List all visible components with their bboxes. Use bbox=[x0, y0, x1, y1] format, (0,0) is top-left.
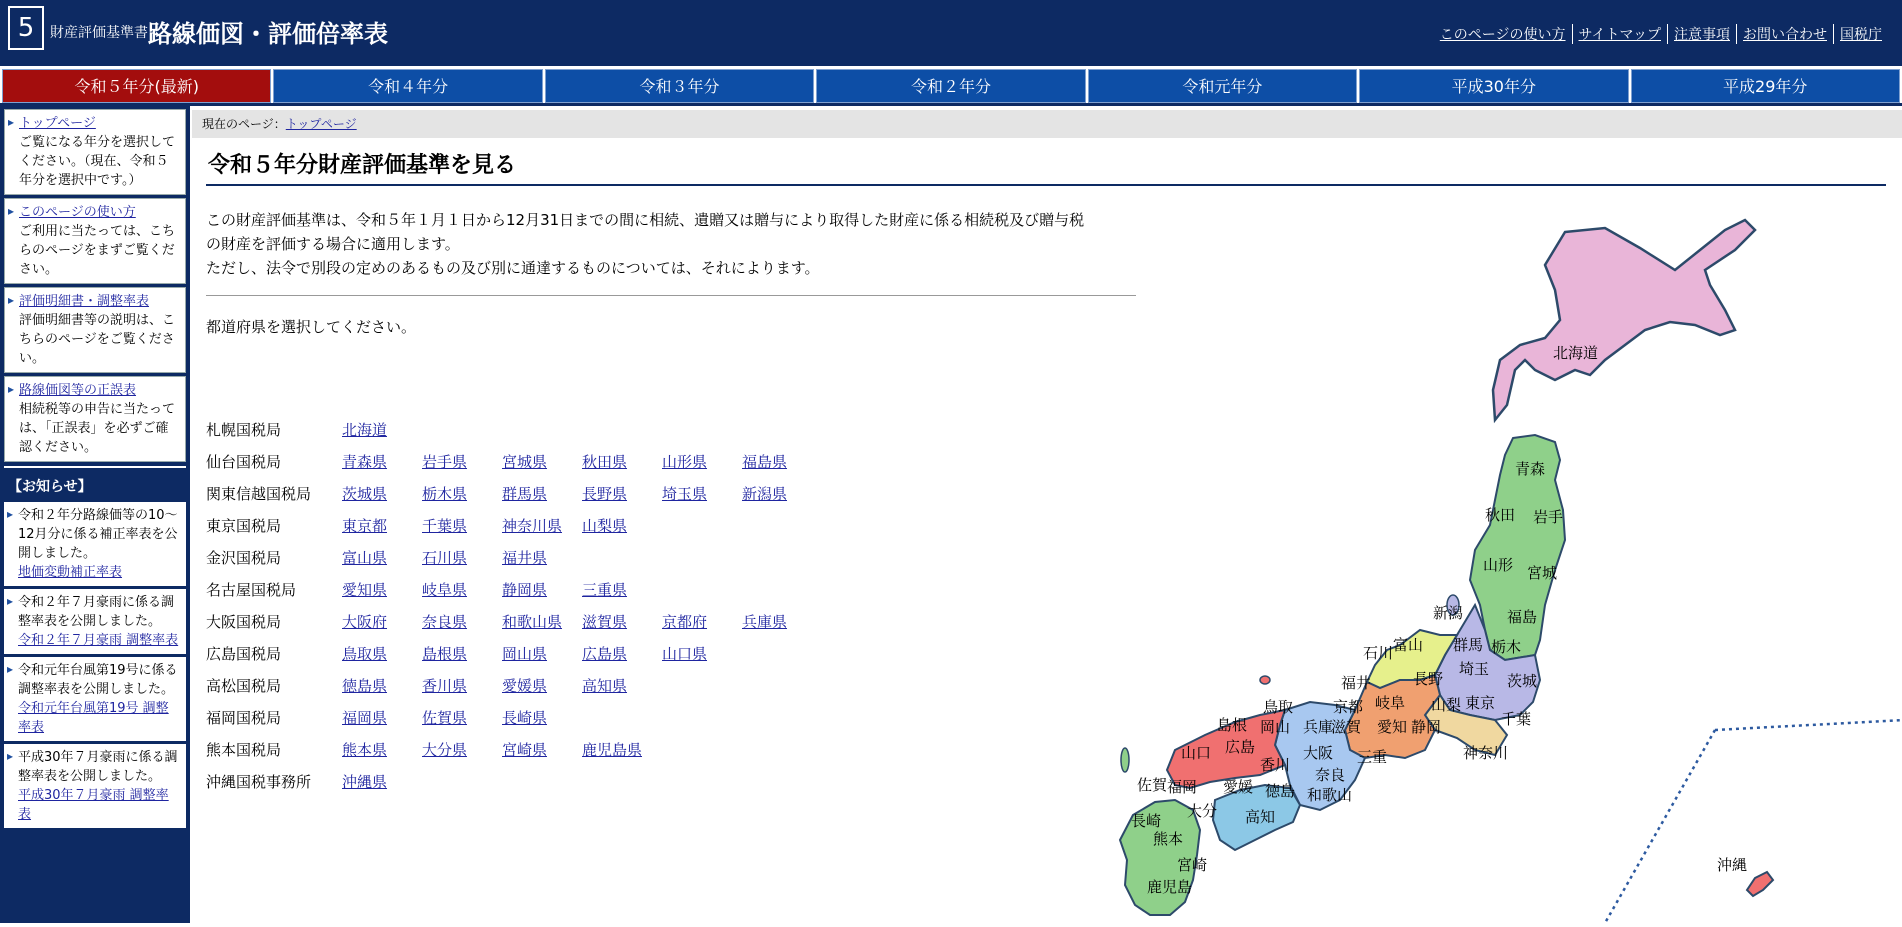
sidebar-link-errata[interactable]: 路線価図等の正誤表 bbox=[19, 383, 137, 398]
prefecture-link[interactable]: 宮城県 bbox=[502, 453, 548, 471]
map-label-osaka[interactable]: 大阪 bbox=[1303, 744, 1334, 762]
prefecture-link[interactable]: 北海道 bbox=[342, 421, 388, 439]
map-label-miyazaki[interactable]: 宮崎 bbox=[1177, 856, 1208, 874]
prefecture-link[interactable]: 神奈川県 bbox=[502, 517, 563, 535]
map-label-saitama[interactable]: 埼玉 bbox=[1459, 660, 1490, 678]
map-label-ibaraki[interactable]: 茨城 bbox=[1507, 672, 1538, 690]
prefecture-link[interactable]: 熊本県 bbox=[342, 741, 388, 759]
prefecture-link[interactable]: 和歌山県 bbox=[502, 613, 563, 631]
bureau-name: 関東信越国税局 bbox=[206, 485, 312, 503]
bureau-row bbox=[206, 738, 822, 770]
intro-line: ただし、法令で別段の定めのあるもの及び別に通達するものについては、それによります。 bbox=[206, 259, 820, 277]
map-label-miyagi[interactable]: 宮城 bbox=[1527, 564, 1558, 582]
prefecture-link[interactable]: 岡山県 bbox=[502, 645, 548, 663]
region-okinawa[interactable] bbox=[1747, 872, 1773, 896]
map-label-iwate[interactable]: 岩手 bbox=[1533, 508, 1564, 526]
map-label-niigata[interactable]: 新潟 bbox=[1433, 604, 1464, 622]
util-link-contact[interactable]: お問い合わせ bbox=[1736, 24, 1833, 44]
bureau-name: 沖縄国税事務所 bbox=[206, 773, 312, 791]
map-label-okayama[interactable]: 岡山 bbox=[1260, 718, 1291, 736]
notice-text: 令和元年台風第19号に係る調整率表を公開しました。 bbox=[18, 663, 178, 697]
tabs-divider bbox=[0, 103, 1902, 106]
bureau-name: 札幌国税局 bbox=[206, 421, 282, 439]
prefecture-link[interactable]: 茨城県 bbox=[342, 485, 388, 503]
island-tsushima bbox=[1121, 748, 1129, 772]
sidebar-desc-howto: ご利用に当たっては、こちらのページをまずご覧ください。 bbox=[19, 224, 176, 277]
tab-r2[interactable]: 令和２年分 bbox=[816, 69, 1085, 103]
bureau-name: 広島国税局 bbox=[206, 645, 282, 663]
prefecture-link[interactable]: 静岡県 bbox=[502, 581, 548, 599]
bureau-name: 名古屋国税局 bbox=[206, 581, 297, 599]
japan-map-svg bbox=[1131, 210, 1895, 923]
map-label-kagawa[interactable]: 香川 bbox=[1260, 756, 1291, 774]
map-label-nara[interactable]: 奈良 bbox=[1315, 766, 1346, 784]
map-label-yamagata[interactable]: 山形 bbox=[1483, 556, 1514, 574]
prefecture-link[interactable]: 京都府 bbox=[662, 613, 708, 631]
intro-line: この財産評価基準は、令和５年１月１日から12月31日までの間に相続、遺贈又は贈与により取得した財産に係る相続税及び贈与税 bbox=[206, 211, 1085, 229]
logo[interactable] bbox=[8, 6, 44, 50]
prefecture-link[interactable]: 岩手県 bbox=[422, 453, 468, 471]
map-label-shizuoka[interactable]: 静岡 bbox=[1411, 718, 1442, 736]
logo-number: 5 bbox=[17, 13, 35, 43]
prefecture-link[interactable]: 奈良県 bbox=[422, 613, 468, 631]
map-label-hokkaido[interactable]: 北海道 bbox=[1553, 344, 1599, 362]
sidebar-box-forms bbox=[4, 287, 186, 373]
map-label-nagasaki[interactable]: 長崎 bbox=[1131, 812, 1162, 830]
sidebar-box-howto bbox=[4, 198, 186, 284]
notice-item bbox=[4, 744, 186, 828]
map-label-tokushima[interactable]: 徳島 bbox=[1265, 782, 1296, 800]
sidebar-link-top[interactable]: トップページ bbox=[19, 116, 96, 131]
bureau-row bbox=[206, 482, 822, 514]
prefecture-link[interactable]: 群馬県 bbox=[502, 485, 548, 503]
notice-text: 令和２年７月豪雨に係る調整率表を公開しました。 bbox=[18, 595, 175, 629]
map-label-hyogo[interactable]: 兵庫 bbox=[1303, 718, 1334, 736]
tab-h29[interactable]: 平成29年分 bbox=[1631, 69, 1900, 103]
notice-item bbox=[4, 657, 186, 741]
prefecture-link[interactable]: 長野県 bbox=[582, 485, 628, 503]
prefecture-link[interactable]: 愛媛県 bbox=[502, 677, 548, 695]
select-prompt: 都道府県を選択してください。 bbox=[206, 318, 417, 336]
map-label-aomori[interactable]: 青森 bbox=[1515, 460, 1546, 478]
map-label-gunma[interactable]: 群馬 bbox=[1453, 636, 1484, 654]
bureau-name: 仙台国税局 bbox=[206, 453, 282, 471]
map-label-kochi[interactable]: 高知 bbox=[1245, 808, 1276, 826]
map-label-shiga[interactable]: 滋賀 bbox=[1331, 718, 1362, 736]
prefecture-link[interactable]: 島根県 bbox=[422, 645, 468, 663]
tab-r4[interactable]: 令和４年分 bbox=[273, 69, 542, 103]
bureau-row bbox=[206, 546, 822, 578]
breadcrumb bbox=[192, 110, 1902, 138]
prefecture-link[interactable]: 大分県 bbox=[422, 741, 468, 759]
sidebar-box-errata bbox=[4, 376, 186, 462]
map-label-kyoto[interactable]: 京都 bbox=[1333, 698, 1364, 716]
bureau-name: 熊本国税局 bbox=[206, 741, 282, 759]
map-label-tottori[interactable]: 鳥取 bbox=[1263, 698, 1294, 716]
prefecture-link[interactable]: 福島県 bbox=[742, 453, 788, 471]
prefecture-link[interactable]: 鹿児島県 bbox=[582, 741, 643, 759]
prefecture-link[interactable]: 新潟県 bbox=[742, 485, 788, 503]
bureau-row bbox=[206, 674, 822, 706]
prefecture-link[interactable]: 青森県 bbox=[342, 453, 388, 471]
sidebar-desc-errata: 相続税等の申告に当たっては、「正誤表」を必ずご確認ください。 bbox=[19, 402, 176, 455]
prefecture-link[interactable]: 富山県 bbox=[342, 549, 388, 567]
map-label-nagano[interactable]: 長野 bbox=[1413, 670, 1444, 688]
map-label-wakayama[interactable]: 和歌山 bbox=[1307, 786, 1353, 804]
prefecture-link[interactable]: 沖縄県 bbox=[342, 773, 388, 791]
site-header bbox=[0, 0, 1902, 66]
prefecture-link[interactable]: 広島県 bbox=[582, 645, 628, 663]
year-tabs bbox=[0, 66, 1902, 106]
prefecture-link[interactable]: 埼玉県 bbox=[662, 485, 708, 503]
notice-link[interactable]: 平成30年７月豪雨 調整率表 bbox=[18, 788, 169, 822]
map-label-akita[interactable]: 秋田 bbox=[1485, 506, 1516, 524]
notice-heading: 【お知らせ】 bbox=[4, 466, 186, 502]
prefecture-link[interactable]: 山梨県 bbox=[582, 517, 628, 535]
bureau-name: 大阪国税局 bbox=[206, 613, 282, 631]
notice-text: 平成30年７月豪雨に係る調整率表を公開しました。 bbox=[18, 750, 178, 784]
prefecture-link[interactable]: 大阪府 bbox=[342, 613, 388, 631]
bureau-row bbox=[206, 418, 822, 450]
bureau-row bbox=[206, 578, 822, 610]
site-subtitle: 財産評価基準書 bbox=[50, 25, 148, 41]
prefecture-link[interactable]: 福井県 bbox=[502, 549, 548, 567]
util-link-nta[interactable]: 国税庁 bbox=[1833, 24, 1888, 44]
divider bbox=[206, 295, 1136, 296]
breadcrumb-prefix: 現在のページ： bbox=[202, 117, 286, 131]
sidebar-box-top bbox=[4, 109, 186, 195]
notice-link[interactable]: 令和元年台風第19号 調整率表 bbox=[18, 701, 169, 735]
japan-map[interactable] bbox=[1131, 210, 1895, 923]
map-label-toyama[interactable]: 富山 bbox=[1393, 636, 1424, 654]
prefecture-link[interactable]: 福岡県 bbox=[342, 709, 388, 727]
prefecture-link[interactable]: 三重県 bbox=[582, 581, 628, 599]
notice-text: 令和２年分路線価等の10～12月分に係る補正率表を公開しました。 bbox=[18, 508, 178, 561]
utility-links bbox=[1434, 24, 1888, 44]
map-label-fukushima[interactable]: 福島 bbox=[1507, 608, 1538, 626]
page-title: 令和５年分財産評価基準を見る bbox=[206, 150, 1886, 186]
tab-r1[interactable]: 令和元年分 bbox=[1088, 69, 1357, 103]
prefecture-link[interactable]: 山形県 bbox=[662, 453, 708, 471]
bureau-name: 高松国税局 bbox=[206, 677, 282, 695]
map-label-kumamoto[interactable]: 熊本 bbox=[1153, 830, 1184, 848]
map-label-yamaguchi[interactable]: 山口 bbox=[1181, 744, 1212, 762]
map-label-saga[interactable]: 佐賀 bbox=[1137, 776, 1168, 794]
util-link-sitemap[interactable]: サイトマップ bbox=[1572, 24, 1667, 44]
breadcrumb-link-top[interactable]: トップページ bbox=[285, 117, 357, 131]
map-label-okinawa[interactable]: 沖縄 bbox=[1717, 856, 1748, 874]
map-label-yamanashi[interactable]: 山梨 bbox=[1431, 696, 1462, 714]
bureau-row bbox=[206, 514, 822, 546]
prefecture-link[interactable]: 石川県 bbox=[422, 549, 468, 567]
prefecture-link[interactable]: 宮崎県 bbox=[502, 741, 548, 759]
map-label-kagoshima[interactable]: 鹿児島 bbox=[1147, 878, 1193, 896]
bureau-row bbox=[206, 642, 822, 674]
notice-link[interactable]: 令和２年７月豪雨 調整率表 bbox=[18, 633, 179, 648]
sidebar-link-howto[interactable]: このページの使い方 bbox=[19, 205, 136, 220]
map-label-ishikawa[interactable]: 石川 bbox=[1363, 644, 1394, 662]
map-label-fukui[interactable]: 福井 bbox=[1341, 674, 1372, 692]
notice-item bbox=[4, 502, 186, 586]
sidebar-link-forms[interactable]: 評価明細書・調整率表 bbox=[19, 294, 150, 309]
sidebar bbox=[0, 106, 190, 923]
sidebar-desc-forms: 評価明細書等の説明は、こちらのページをご覧ください。 bbox=[19, 313, 176, 366]
map-label-shimane[interactable]: 島根 bbox=[1217, 716, 1248, 734]
bureau-row bbox=[206, 610, 822, 642]
sidebar-desc-top: ご覧になる年分を選択してください。（現在、令和５年分を選択中です。） bbox=[19, 135, 176, 188]
intro-line: の財産を評価する場合に適用します。 bbox=[206, 235, 460, 253]
bureau-name: 金沢国税局 bbox=[206, 549, 282, 567]
map-label-hiroshima[interactable]: 広島 bbox=[1225, 738, 1256, 756]
prefecture-link[interactable]: 佐賀県 bbox=[422, 709, 468, 727]
map-label-aichi[interactable]: 愛知 bbox=[1377, 718, 1408, 736]
bureau-row bbox=[206, 770, 822, 802]
prefecture-link[interactable]: 滋賀県 bbox=[582, 613, 628, 631]
notice-link[interactable]: 地価変動補正率表 bbox=[18, 565, 123, 580]
util-link-howto[interactable]: このページの使い方 bbox=[1439, 27, 1566, 43]
map-label-ehime[interactable]: 愛媛 bbox=[1223, 778, 1254, 796]
map-label-tokyo[interactable]: 東京 bbox=[1465, 694, 1496, 712]
bureau-name: 福岡国税局 bbox=[206, 709, 282, 727]
util-link-notes[interactable]: 注意事項 bbox=[1667, 24, 1736, 44]
prefecture-link[interactable]: 香川県 bbox=[422, 677, 468, 695]
map-label-fukuoka[interactable]: 福岡 bbox=[1167, 778, 1198, 796]
prefecture-link[interactable]: 岐阜県 bbox=[422, 581, 468, 599]
island-oki bbox=[1260, 676, 1270, 684]
bureau-list bbox=[206, 418, 822, 802]
notice-item bbox=[4, 589, 186, 654]
tab-r5[interactable]: 令和５年分(最新) bbox=[2, 69, 271, 103]
prefecture-link[interactable]: 長崎県 bbox=[502, 709, 548, 727]
prefecture-link[interactable]: 東京都 bbox=[342, 517, 388, 535]
map-label-kanagawa[interactable]: 神奈川 bbox=[1463, 744, 1509, 762]
bureau-name: 東京国税局 bbox=[206, 517, 282, 535]
map-label-tochigi[interactable]: 栃木 bbox=[1491, 638, 1522, 656]
prefecture-link[interactable]: 山口県 bbox=[662, 645, 708, 663]
tab-r3[interactable]: 令和３年分 bbox=[545, 69, 814, 103]
prefecture-link[interactable]: 秋田県 bbox=[582, 453, 628, 471]
region-hokkaido[interactable] bbox=[1493, 220, 1755, 420]
prefecture-link[interactable]: 高知県 bbox=[582, 677, 628, 695]
tab-h30[interactable]: 平成30年分 bbox=[1359, 69, 1628, 103]
prefecture-link[interactable]: 兵庫県 bbox=[742, 613, 788, 631]
prefecture-link[interactable]: 鳥取県 bbox=[342, 645, 388, 663]
map-label-chiba[interactable]: 千葉 bbox=[1501, 710, 1532, 728]
prefecture-link[interactable]: 愛知県 bbox=[342, 581, 388, 599]
map-label-mie[interactable]: 三重 bbox=[1357, 748, 1388, 766]
bureau-row bbox=[206, 706, 822, 738]
map-label-gifu[interactable]: 岐阜 bbox=[1375, 694, 1406, 712]
prefecture-link[interactable]: 徳島県 bbox=[342, 677, 388, 695]
prefecture-link[interactable]: 栃木県 bbox=[422, 485, 468, 503]
map-label-oita[interactable]: 大分 bbox=[1187, 802, 1218, 820]
intro-text bbox=[206, 208, 1136, 280]
site-title[interactable]: 路線価図・評価倍率表 bbox=[148, 20, 388, 48]
prefecture-link[interactable]: 千葉県 bbox=[422, 517, 468, 535]
bureau-row bbox=[206, 450, 822, 482]
